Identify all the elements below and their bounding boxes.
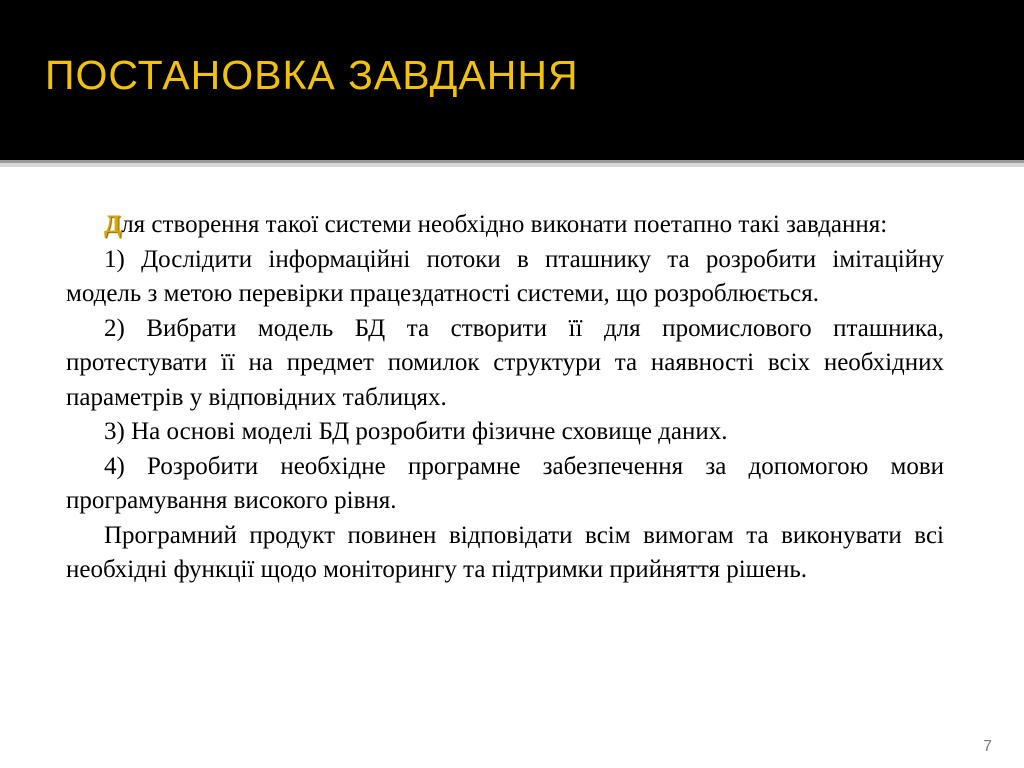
task-item-3: 3) На основі моделі БД розробити фізичне сховище даних. xyxy=(104,418,728,445)
task-item-1: 1) Дослідити інформаційні потоки в пташнику та розробити імітаційну модель з метою перевірки працездатності системи, що розроблюється. xyxy=(66,245,944,307)
slide-title: ПОСТАНОВКА ЗАВДАННЯ xyxy=(45,52,579,98)
header-divider-shadow xyxy=(0,163,1024,167)
slide-body xyxy=(66,208,944,588)
slide-header xyxy=(0,0,1024,160)
page-number: 7 xyxy=(983,738,992,755)
conclusion-paragraph: Програмний продукт повинен відповідати всім вимогам та виконувати всі необхідні функції щодо моніторингу та підтримки прийняття рішень. xyxy=(66,521,944,583)
task-item-2: 2) Вибрати модель БД та створити її для промислового пташника, протестувати її на предмет помилок структури та наявності всіх необхідних параметрів у відповідних таблицях. xyxy=(66,314,944,411)
intro-text: ля створення такої системи необхідно виконати поетапно такі завдання: xyxy=(121,211,888,238)
intro-dropcap: Д xyxy=(104,211,122,238)
task-item-4: 4) Розробити необхідне програмне забезпечення за допомогою мови програмування високого рівня. xyxy=(66,452,944,514)
intro-paragraph xyxy=(66,208,944,243)
